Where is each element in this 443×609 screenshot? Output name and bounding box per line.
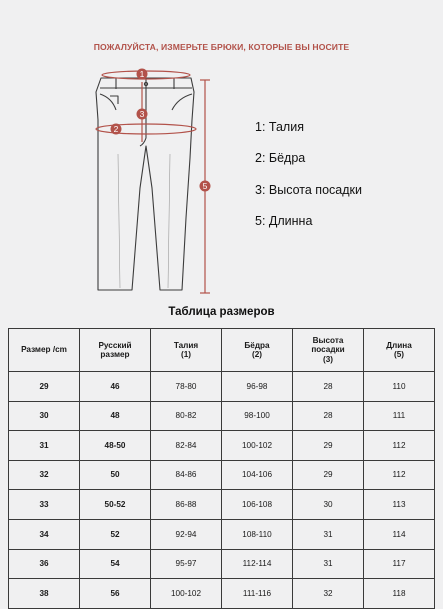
cell-rise: 28: [293, 401, 364, 431]
cell-length: 112: [364, 431, 435, 461]
header-russian-size: Русский размер: [80, 329, 151, 372]
cell-russian-size: 46: [80, 372, 151, 402]
cell-size: 30: [9, 401, 80, 431]
cell-waist: 84-86: [151, 460, 222, 490]
cell-waist: 100-102: [151, 579, 222, 609]
cell-size: 34: [9, 519, 80, 549]
cell-hips: 108-110: [222, 519, 293, 549]
cell-russian-size: 48: [80, 401, 151, 431]
cell-length: 117: [364, 549, 435, 579]
cell-russian-size: 54: [80, 549, 151, 579]
cell-rise: 32: [293, 579, 364, 609]
page-header: ПОЖАЛУЙСТА, ИЗМЕРЬТЕ БРЮКИ, КОТОРЫЕ ВЫ НОСИТЕ: [93, 42, 350, 52]
cell-length: 114: [364, 519, 435, 549]
marker-3: [137, 109, 148, 120]
table-row: [9, 460, 435, 490]
cell-length: 112: [364, 460, 435, 490]
legend-rise: 3: Высота посадки: [255, 183, 362, 197]
table-row: [9, 579, 435, 609]
legend-hips: 2: Бёдра: [255, 151, 306, 165]
cell-hips: 98-100: [222, 401, 293, 431]
table-title: Таблица размеров: [168, 306, 275, 318]
cell-rise: 29: [293, 460, 364, 490]
header-rise: Высота посадки (3): [293, 329, 364, 372]
cell-russian-size: 50: [80, 460, 151, 490]
header-size: Размер /cm: [9, 329, 80, 372]
cell-length: 110: [364, 372, 435, 402]
table-row: [9, 431, 435, 461]
size-table: [8, 328, 435, 609]
cell-rise: 31: [293, 549, 364, 579]
table-row: [9, 490, 435, 520]
cell-waist: 95-97: [151, 549, 222, 579]
cell-length: 118: [364, 579, 435, 609]
svg-text:3: 3: [139, 109, 145, 120]
header-hips: Бёдра (2): [222, 329, 293, 372]
svg-text:5: 5: [202, 181, 208, 192]
cell-russian-size: 48-50: [80, 431, 151, 461]
cell-rise: 28: [293, 372, 364, 402]
table-row: [9, 401, 435, 431]
cell-russian-size: 56: [80, 579, 151, 609]
cell-hips: 112-114: [222, 549, 293, 579]
cell-russian-size: 52: [80, 519, 151, 549]
cell-rise: 30: [293, 490, 364, 520]
cell-size: 32: [9, 460, 80, 490]
cell-length: 111: [364, 401, 435, 431]
cell-hips: 104-106: [222, 460, 293, 490]
cell-waist: 92-94: [151, 519, 222, 549]
table-row: [9, 549, 435, 579]
cell-hips: 111-116: [222, 579, 293, 609]
cell-rise: 29: [293, 431, 364, 461]
table-row: [9, 372, 435, 402]
legend-length: 5: Длинна: [255, 214, 313, 228]
cell-size: 31: [9, 431, 80, 461]
header-waist: Талия (1): [151, 329, 222, 372]
marker-2: [111, 124, 122, 135]
table-header-row: [9, 329, 435, 372]
cell-waist: 78-80: [151, 372, 222, 402]
legend-waist: 1: Талия: [255, 120, 304, 134]
cell-waist: 82-84: [151, 431, 222, 461]
header-length: Длина (5): [364, 329, 435, 372]
cell-size: 36: [9, 549, 80, 579]
pants-diagram: [86, 58, 236, 303]
cell-hips: 96-98: [222, 372, 293, 402]
cell-size: 29: [9, 372, 80, 402]
cell-length: 113: [364, 490, 435, 520]
svg-text:2: 2: [113, 124, 119, 135]
svg-text:1: 1: [139, 69, 145, 80]
cell-russian-size: 50-52: [80, 490, 151, 520]
table-row: [9, 519, 435, 549]
marker-1: [137, 69, 148, 80]
cell-hips: 100-102: [222, 431, 293, 461]
marker-5: [200, 181, 211, 192]
cell-hips: 106-108: [222, 490, 293, 520]
cell-size: 33: [9, 490, 80, 520]
cell-rise: 31: [293, 519, 364, 549]
cell-waist: 86-88: [151, 490, 222, 520]
cell-size: 38: [9, 579, 80, 609]
cell-waist: 80-82: [151, 401, 222, 431]
